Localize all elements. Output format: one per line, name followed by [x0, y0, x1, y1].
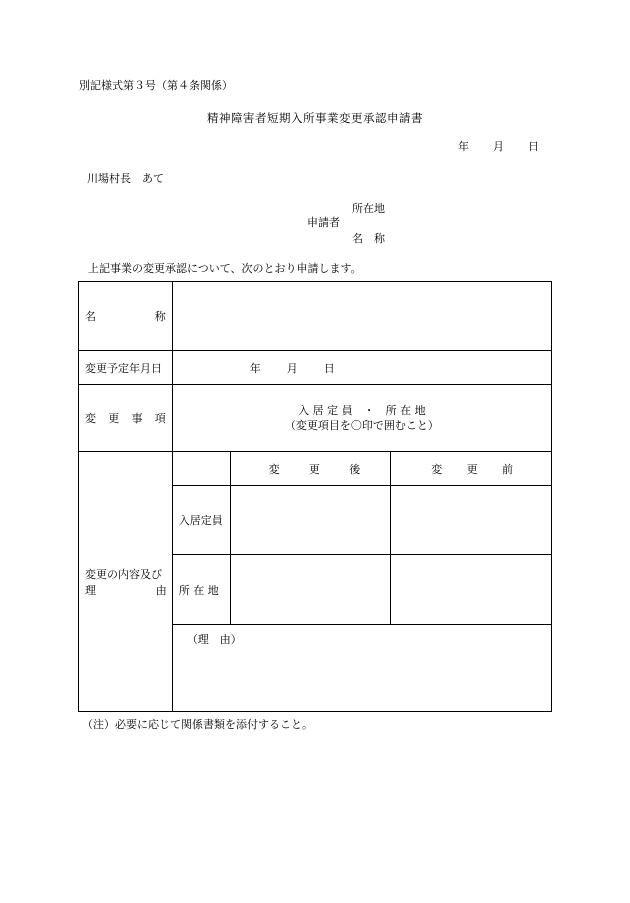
- after-header-c: 後: [349, 462, 361, 476]
- change-items-label: [79, 385, 173, 452]
- change-items-options: 入 居 定 員 ・ 所 在 地: [298, 404, 426, 417]
- date-day: 日: [528, 140, 539, 153]
- name-label: 名 称: [352, 232, 385, 245]
- change-date-day: 日: [323, 361, 335, 375]
- row-name: [79, 282, 552, 351]
- change-date-label: 変更予定年月日: [79, 351, 173, 385]
- change-items-label-a: 変: [85, 412, 96, 425]
- after-header-a: 変: [268, 462, 280, 476]
- reason-label: （理 由）: [186, 633, 242, 646]
- change-date-field[interactable]: [172, 351, 551, 385]
- date-month: 月: [493, 140, 504, 153]
- change-items-label-d: 項: [154, 412, 166, 425]
- name-label-b: 称: [154, 310, 166, 323]
- date-year: 年: [458, 140, 469, 153]
- address-label: 所在地: [352, 202, 385, 215]
- location-after-field[interactable]: [230, 555, 391, 625]
- applicant-label: 申請者: [307, 216, 340, 229]
- document-title: 精神障害者短期入所事業変更承認申請書: [207, 111, 423, 125]
- after-header: [230, 452, 391, 486]
- application-table: [78, 281, 552, 712]
- addressee: 川場村長 あて: [87, 172, 164, 185]
- row-content-header: [79, 452, 552, 486]
- content-reason-label: [79, 452, 173, 712]
- intro-text: 上記事業の変更承認について、次のとおり申請します。: [88, 262, 362, 275]
- reason-field[interactable]: [172, 625, 551, 712]
- content-reason-label-b: 由: [155, 583, 167, 597]
- after-header-b: 更: [308, 462, 320, 476]
- name-row-label: [79, 282, 173, 351]
- change-date-year: 年: [249, 361, 261, 375]
- location-label: 所 在 地: [172, 555, 230, 625]
- form-number: 別記様式第３号（第４条関係）: [79, 79, 233, 92]
- content-reason-label-line1: 変更の内容及び: [85, 567, 162, 581]
- change-items-instruction: （変更項目を〇印で囲むこと）: [284, 419, 439, 432]
- name-label-a: 名: [85, 310, 96, 323]
- change-items-label-c: 事: [131, 412, 143, 425]
- change-date-month: 月: [286, 361, 298, 375]
- content-reason-label-a: 理: [85, 583, 96, 597]
- row-change-date: [79, 351, 552, 385]
- name-field[interactable]: [172, 282, 551, 351]
- location-before-field[interactable]: [391, 555, 552, 625]
- capacity-before-field[interactable]: [391, 486, 552, 555]
- footnote: （注）必要に応じて関係書類を添付すること。: [82, 718, 313, 731]
- change-items-label-b: 更: [108, 412, 120, 425]
- before-header-b: 更: [466, 462, 478, 476]
- before-header-c: 前: [502, 462, 513, 476]
- capacity-label: 入居定員: [172, 486, 230, 555]
- before-header: [391, 452, 552, 486]
- before-header-a: 変: [431, 462, 443, 476]
- application-date: [458, 140, 539, 154]
- row-change-items: [79, 385, 552, 452]
- header-corner-cell: [172, 452, 230, 486]
- change-items-field[interactable]: [172, 385, 551, 452]
- capacity-after-field[interactable]: [230, 486, 391, 555]
